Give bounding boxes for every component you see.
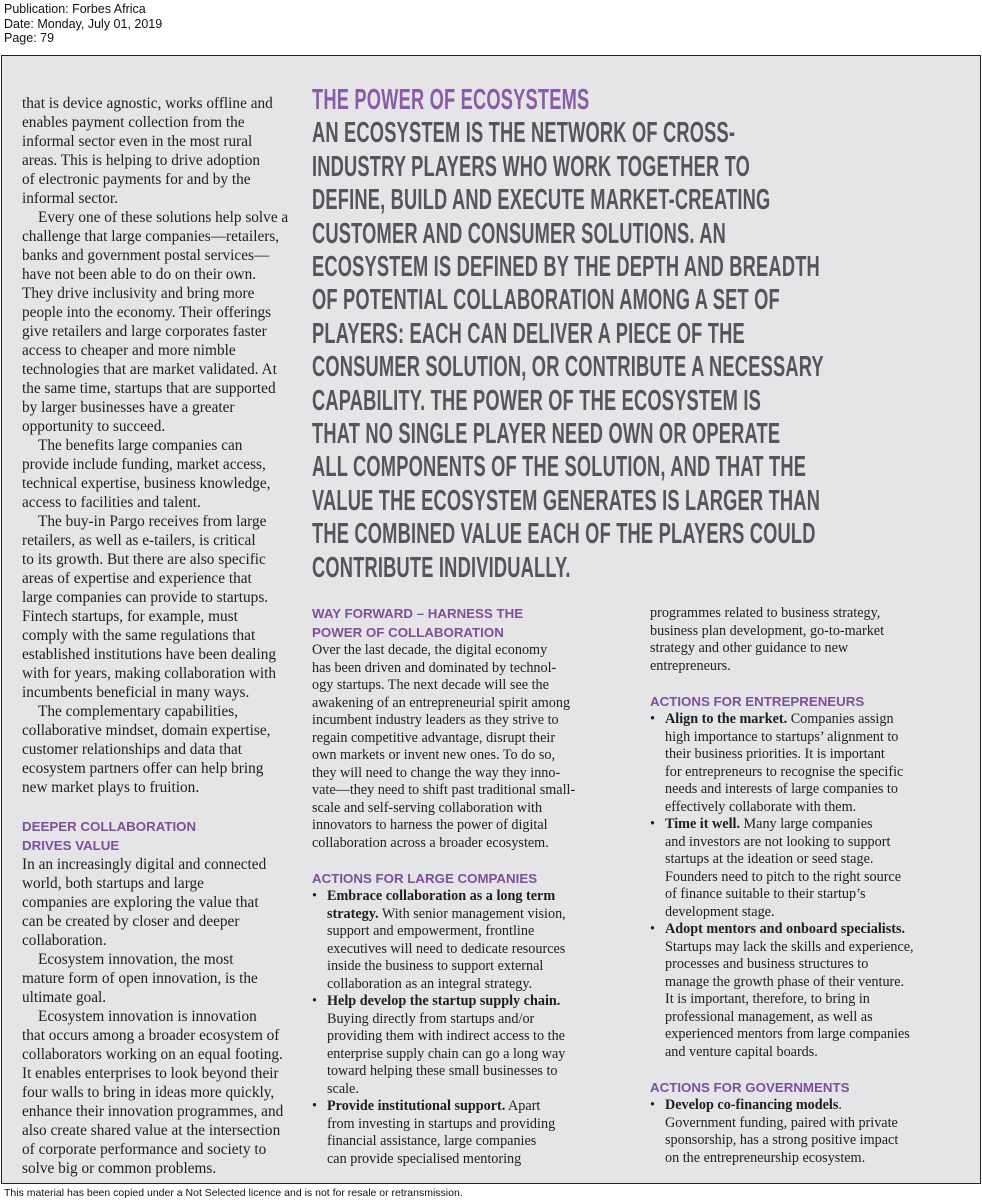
bullet-line: effectively collaborate with them. bbox=[665, 798, 857, 815]
paragraph bbox=[22, 512, 297, 702]
bullet-line: of finance suitable to their startup’s bbox=[665, 886, 866, 902]
bullet-text: Apart bbox=[505, 1098, 541, 1114]
section-heading bbox=[312, 869, 637, 888]
bullet-line: needs and interests of large companies to bbox=[665, 781, 898, 797]
bullet-icon: • bbox=[650, 1097, 655, 1113]
paragraph bbox=[22, 436, 297, 512]
paragraph-line: also create shared value at the intersection bbox=[22, 1122, 281, 1139]
bullet-list bbox=[650, 1097, 970, 1167]
bullet-line bbox=[327, 993, 637, 1011]
paragraph-line: opportunity to succeed. bbox=[22, 418, 166, 435]
bullet-line: financial assistance, large companies bbox=[327, 1133, 537, 1149]
pull-quote-line: ALL COMPONENTS OF THE SOLUTION, AND THAT THE bbox=[312, 451, 807, 484]
bullet-item bbox=[312, 993, 637, 1098]
paragraph-line: companies are exploring the value that bbox=[22, 894, 259, 911]
bullet-line: collaboration as an integral strategy. bbox=[327, 975, 533, 992]
paragraph-line: access to facilities and talent. bbox=[22, 494, 201, 511]
paragraph-line: ecosystem partners offer can help bring bbox=[22, 760, 264, 777]
bullet-line bbox=[327, 888, 637, 906]
paragraph-line: solve big or common problems. bbox=[22, 1160, 217, 1177]
paragraph bbox=[22, 855, 297, 950]
paragraph-line: technologies that are market validated. At bbox=[22, 361, 277, 378]
bullet-icon: • bbox=[312, 993, 317, 1009]
bullet-line: processes and business structures to bbox=[665, 956, 869, 972]
bullet-lead: Embrace collaboration as a long term bbox=[327, 888, 556, 904]
paragraph-line: banks and government postal services— bbox=[22, 247, 270, 264]
paragraph-line: programmes related to business strategy, bbox=[650, 605, 881, 621]
bullet-text: . bbox=[838, 1097, 842, 1113]
bullet-text: With senior management vision, bbox=[378, 905, 566, 922]
bullet-line: toward helping these small businesses to bbox=[327, 1063, 558, 1079]
paragraph-line: informal sector. bbox=[22, 190, 119, 207]
bullet-line bbox=[665, 921, 970, 939]
paragraph-line: collaboration. bbox=[22, 932, 107, 949]
bullet-line bbox=[327, 906, 637, 924]
bullet-line bbox=[665, 711, 970, 729]
page-label: Page: 79 bbox=[4, 31, 55, 45]
bullet-line: and investors are not looking to support bbox=[665, 833, 891, 850]
bullet-line: inside the business to support external bbox=[327, 958, 544, 974]
bullet-line: and venture capital boards. bbox=[665, 1043, 818, 1060]
paragraph bbox=[650, 605, 970, 675]
pull-quote-line: PLAYERS: EACH CAN DELIVER A PIECE OF THE bbox=[312, 317, 745, 350]
paragraph-line: They drive inclusivity and bring more bbox=[22, 285, 255, 302]
paragraph-line: entrepreneurs. bbox=[650, 657, 731, 674]
paragraph-line: areas of expertise and experience that bbox=[22, 570, 252, 587]
bullet-item bbox=[312, 888, 637, 993]
paragraph-line: that is device agnostic, works offline and bbox=[22, 95, 273, 112]
paragraph bbox=[312, 642, 637, 852]
paragraph-line: retailers, as well as e-tailers, is critical bbox=[22, 532, 256, 549]
paragraph-line: ogy startups. The next decade will see the bbox=[312, 677, 549, 693]
paragraph-line: give retailers and large corporates faster bbox=[22, 323, 267, 340]
paragraph-line: Over the last decade, the digital economy bbox=[312, 642, 548, 658]
copyright-footer: This material has been copied under a Not Selected licence and is not for resale or retransmission. bbox=[4, 1187, 463, 1199]
paragraph-line: technical expertise, business knowledge, bbox=[22, 475, 271, 492]
section-heading-line: ACTIONS FOR GOVERNMENTS bbox=[650, 1080, 850, 1095]
bullet-item bbox=[312, 1098, 637, 1168]
section-heading-line: ACTIONS FOR ENTREPRENEURS bbox=[650, 694, 865, 709]
section-heading bbox=[650, 692, 970, 711]
section-heading-line: POWER OF COLLABORATION bbox=[312, 625, 504, 640]
paragraph-line: world, both startups and large bbox=[22, 875, 204, 892]
paragraph bbox=[22, 208, 297, 436]
bullet-lead: Help develop the startup supply chain. bbox=[327, 993, 561, 1009]
paragraph-line: enables payment collection from the bbox=[22, 114, 245, 131]
section-heading bbox=[22, 817, 297, 855]
date-label: Date: Monday, July 01, 2019 bbox=[4, 16, 163, 31]
pull-quote-line: CONSUMER SOLUTION, OR CONTRIBUTE A NECESSARY bbox=[312, 351, 824, 384]
paragraph-line: provide include funding, market access, bbox=[22, 456, 266, 473]
paragraph-line: The buy-in Pargo receives from large bbox=[38, 513, 267, 530]
paragraph-line: can be created by closer and deeper bbox=[22, 913, 240, 930]
paragraph-line: comply with the same regulations that bbox=[22, 627, 256, 644]
paragraph-line: Ecosystem innovation, the most bbox=[38, 951, 234, 968]
bullet-line: professional management, as well as bbox=[665, 1008, 873, 1025]
bullet-item bbox=[650, 921, 970, 1061]
paragraph-line: with for years, making collaboration with bbox=[22, 665, 277, 682]
paragraph-line: they will need to change the way they inno- bbox=[312, 764, 561, 781]
section-heading-line: ACTIONS FOR LARGE COMPANIES bbox=[312, 871, 538, 886]
pull-quote bbox=[312, 84, 952, 585]
paragraph-line: by larger businesses have a greater bbox=[22, 399, 235, 416]
paragraph-line: The benefits large companies can bbox=[38, 437, 243, 454]
paragraph-line: own markets or invent new ones. To do so, bbox=[312, 747, 556, 763]
bullet-line: providing them with indirect access to the bbox=[327, 1028, 565, 1044]
paragraph-line: Fintech startups, for example, must bbox=[22, 608, 238, 625]
article-column-middle bbox=[312, 604, 637, 1168]
paragraph-line: business plan development, go-to-market bbox=[650, 622, 885, 639]
paragraph-line: the same time, startups that are supported bbox=[22, 380, 276, 397]
paragraph-line: strategy and other guidance to new bbox=[650, 640, 849, 656]
pull-quote-line: INDUSTRY PLAYERS WHO WORK TOGETHER TO bbox=[312, 150, 751, 183]
paragraph-line: vate—they need to shift past traditional small- bbox=[312, 782, 576, 798]
pull-quote-line: THE COMBINED VALUE EACH OF THE PLAYERS COULD bbox=[312, 518, 816, 551]
bullet-list bbox=[312, 888, 637, 1168]
paragraph-line: collaborators working on an equal footing. bbox=[22, 1046, 283, 1063]
paragraph-line: people into the economy. Their offerings bbox=[22, 304, 272, 321]
paragraph-line: access to cheaper and more nimble bbox=[22, 342, 236, 359]
paragraph-line: of corporate performance and society to bbox=[22, 1141, 267, 1158]
paragraph-line: have not been able to do on their own. bbox=[22, 266, 257, 283]
bullet-line: can provide specialised mentoring bbox=[327, 1150, 522, 1167]
bullet-lead: Align to the market. bbox=[665, 711, 788, 727]
section-heading-line: WAY FORWARD – HARNESS THE bbox=[312, 606, 524, 621]
paragraph-line: informal sector even in the most rural bbox=[22, 133, 253, 150]
pull-quote-line: CONTRIBUTE INDIVIDUALLY. bbox=[312, 551, 571, 584]
paragraph-line: areas. This is helping to drive adoption bbox=[22, 152, 261, 169]
paragraph-line: to its growth. But there are also specific bbox=[22, 551, 266, 568]
bullet-item bbox=[650, 816, 970, 921]
bullet-text: Many large companies bbox=[740, 816, 873, 832]
article-column-left bbox=[22, 94, 297, 1178]
publication-label: Publication: Forbes Africa bbox=[4, 2, 146, 16]
bullet-text: Companies assign bbox=[787, 711, 894, 727]
paragraph-line: Ecosystem innovation is innovation bbox=[38, 1008, 257, 1025]
paragraph-line: The complementary capabilities, bbox=[38, 703, 239, 720]
paragraph-line: awakening of an entrepreneurial spirit among bbox=[312, 694, 571, 711]
paragraph-line: regain competitive advantage, disrupt their bbox=[312, 729, 556, 746]
bullet-line: Government funding, paired with private bbox=[665, 1114, 898, 1131]
paragraph-line: mature form of open innovation, is the bbox=[22, 970, 258, 987]
paragraph-line: large companies can provide to startups. bbox=[22, 589, 269, 606]
bullet-lead: strategy. bbox=[327, 905, 379, 922]
paragraph-line: collaboration across a broader ecosystem. bbox=[312, 834, 549, 851]
bullet-line: manage the growth phase of their venture. bbox=[665, 973, 905, 990]
paragraph-line: scale and self-serving collaboration with bbox=[312, 799, 543, 816]
pull-quote-line: VALUE THE ECOSYSTEM GENERATES IS LARGER THAN bbox=[312, 484, 821, 517]
paragraph bbox=[22, 950, 297, 1007]
bullet-icon: • bbox=[312, 1098, 317, 1114]
paragraph-line: customer relationships and data that bbox=[22, 741, 243, 758]
bullet-line: Buying directly from startups and/or bbox=[327, 1010, 535, 1027]
paragraph-line: Every one of these solutions help solve a bbox=[38, 209, 289, 226]
bullet-line bbox=[327, 1098, 637, 1116]
bullet-item bbox=[650, 711, 970, 816]
bullet-line: enterprise supply chain can go a long way bbox=[327, 1045, 566, 1062]
bullet-line: their business priorities. It is important bbox=[665, 746, 885, 762]
paragraph bbox=[22, 702, 297, 797]
bullet-icon: • bbox=[312, 888, 317, 904]
bullet-line bbox=[665, 1097, 970, 1115]
document-meta bbox=[4, 2, 162, 46]
pull-quote-line: THAT NO SINGLE PLAYER NEED OWN OR OPERATE bbox=[312, 418, 781, 451]
bullet-icon: • bbox=[650, 711, 655, 727]
paragraph-line: In an increasingly digital and connected bbox=[22, 856, 267, 873]
paragraph bbox=[22, 94, 297, 208]
bullet-lead: Adopt mentors and onboard specialists. bbox=[665, 921, 906, 937]
paragraph-line: four walls to bring in ideas more quickly, bbox=[22, 1084, 275, 1101]
pull-quote-line: CUSTOMER AND CONSUMER SOLUTIONS. AN bbox=[312, 217, 726, 250]
bullet-line: It is important, therefore, to bring in bbox=[665, 991, 870, 1007]
pull-quote-title: THE POWER OF ECOSYSTEMS bbox=[312, 84, 590, 116]
article-column-right bbox=[650, 605, 970, 1167]
paragraph-line: enhance their innovation programmes, and bbox=[22, 1103, 284, 1120]
bullet-line: startups at the ideation or seed stage. bbox=[665, 851, 874, 867]
section-heading-line: DEEPER COLLABORATION bbox=[22, 819, 197, 834]
paragraph-line: new market plays to fruition. bbox=[22, 779, 200, 796]
paragraph-line: It enables enterprises to look beyond their bbox=[22, 1065, 279, 1082]
paragraph-line: ultimate goal. bbox=[22, 989, 107, 1006]
bullet-line: for entrepreneurs to recognise the specific bbox=[665, 763, 904, 780]
paragraph-line: collaborative mindset, domain expertise, bbox=[22, 722, 271, 739]
pull-quote-line: ECOSYSTEM IS DEFINED BY THE DEPTH AND BREADTH bbox=[312, 251, 820, 284]
paragraph-line: incumbents beneficial in many ways. bbox=[22, 684, 250, 701]
paragraph-line: challenge that large companies—retailers, bbox=[22, 228, 280, 245]
section-heading bbox=[650, 1078, 970, 1097]
bullet-lead: Time it well. bbox=[665, 816, 740, 832]
bullet-line: scale. bbox=[327, 1080, 359, 1097]
paragraph-line: of electronic payments for and by the bbox=[22, 171, 251, 188]
section-heading bbox=[312, 604, 637, 642]
bullet-list bbox=[650, 711, 970, 1061]
bullet-line: sponsorship, has a strong positive impact bbox=[665, 1132, 899, 1148]
bullet-line: from investing in startups and providing bbox=[327, 1115, 556, 1132]
bullet-lead: Provide institutional support. bbox=[327, 1098, 506, 1114]
bullet-line: development stage. bbox=[665, 903, 775, 920]
paragraph-line: innovators to harness the power of digital bbox=[312, 817, 548, 833]
paragraph-line: incumbent industry leaders as they strive to bbox=[312, 712, 559, 728]
bullet-line: executives will need to dedicate resources bbox=[327, 940, 566, 957]
paragraph bbox=[22, 1007, 297, 1178]
bullet-line: experienced mentors from large companies bbox=[665, 1026, 910, 1042]
section-heading-line: DRIVES VALUE bbox=[22, 838, 120, 853]
pull-quote-line: DEFINE, BUILD AND EXECUTE MARKET-CREATING bbox=[312, 184, 771, 217]
bullet-line: support and empowerment, frontline bbox=[327, 923, 535, 939]
bullet-icon: • bbox=[650, 921, 655, 937]
paragraph-line: has been driven and dominated by technol- bbox=[312, 659, 557, 676]
bullet-line: Startups may lack the skills and experience, bbox=[665, 938, 914, 955]
bullet-item bbox=[650, 1097, 970, 1167]
bullet-icon: • bbox=[650, 816, 655, 832]
pull-quote-line: AN ECOSYSTEM IS THE NETWORK OF CROSS- bbox=[312, 117, 736, 150]
paragraph-line: that occurs among a broader ecosystem of bbox=[22, 1027, 280, 1044]
bullet-lead: Develop co-financing models bbox=[665, 1097, 839, 1113]
pull-quote-line: OF POTENTIAL COLLABORATION AMONG A SET OF bbox=[312, 284, 780, 317]
bullet-line: high importance to startups’ alignment to bbox=[665, 728, 899, 745]
bullet-line bbox=[665, 816, 970, 834]
bullet-line: Founders need to pitch to the right source bbox=[665, 868, 902, 885]
bullet-line: on the entrepreneurship ecosystem. bbox=[665, 1149, 866, 1166]
paragraph-line: established institutions have been dealing bbox=[22, 646, 277, 663]
pull-quote-line: CAPABILITY. THE POWER OF THE ECOSYSTEM IS bbox=[312, 384, 761, 417]
